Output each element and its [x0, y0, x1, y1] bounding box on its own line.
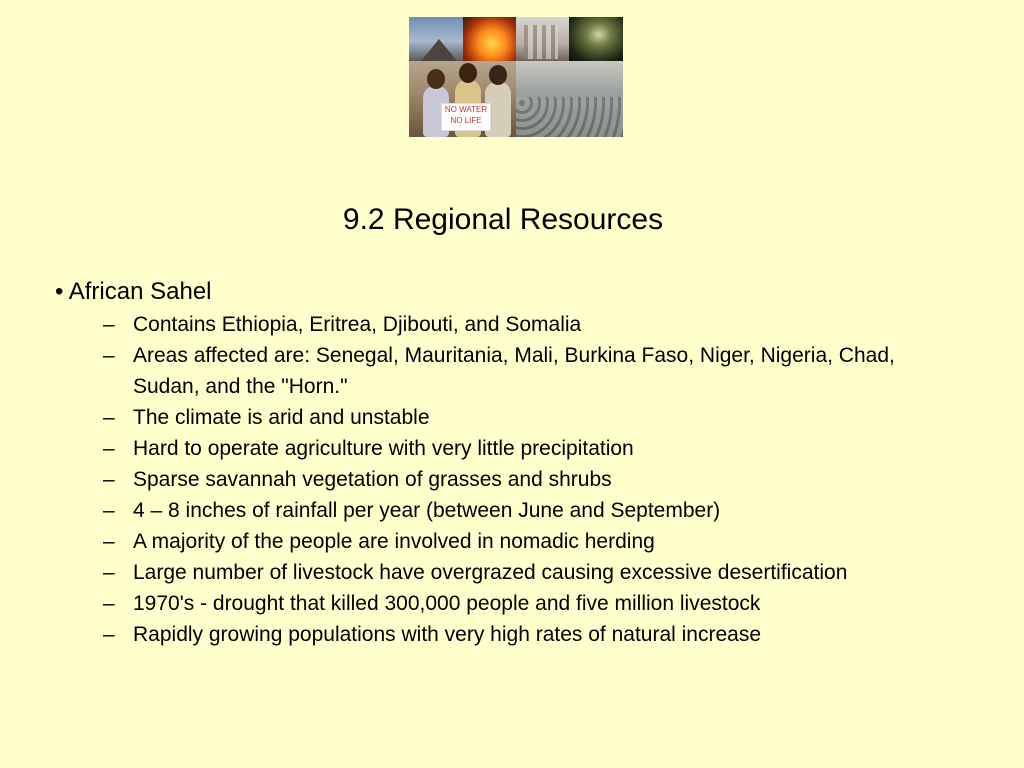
dash-marker: – [103, 406, 115, 429]
sub-point-text: 4 – 8 inches of rainfall per year (between June and September) [133, 499, 721, 522]
dash-marker: – [103, 623, 115, 646]
sign-line-1: NO WATER [444, 105, 488, 114]
sub-point-text: The climate is arid and unstable [133, 406, 430, 429]
main-bullet [55, 277, 955, 307]
sign-line-2: NO LIFE [450, 116, 482, 125]
volcano-photo [409, 17, 463, 61]
slide-content [55, 277, 955, 650]
sub-point [55, 433, 955, 464]
dash-marker: – [103, 344, 115, 367]
tornado-photo [569, 17, 623, 61]
dash-marker: – [103, 561, 115, 584]
sub-point-text: Large number of livestock have overgrazed causing excessive desertification [133, 561, 848, 584]
crowd-photo [516, 61, 623, 137]
sub-point-text: Hard to operate agriculture with very little precipitation [133, 437, 634, 460]
dash-marker: – [103, 313, 115, 336]
sub-point-text: Contains Ethiopia, Eritrea, Djibouti, and Somalia [133, 313, 582, 336]
sub-point [55, 340, 955, 402]
dash-marker: – [103, 437, 115, 460]
dash-marker: – [103, 530, 115, 553]
sub-point [55, 526, 955, 557]
sub-point-text: 1970's - drought that killed 300,000 people and five million livestock [133, 592, 761, 615]
sub-point [55, 464, 955, 495]
sub-point [55, 495, 955, 526]
sub-point [55, 619, 955, 650]
wildfire-photo [463, 17, 516, 61]
slide-title: 9.2 Regional Resources [342, 203, 664, 236]
children-with-sign-photo [409, 61, 516, 137]
sub-point-list [55, 309, 955, 650]
main-bullet-label: African Sahel [68, 278, 212, 305]
sub-point [55, 402, 955, 433]
collapsed-building-photo [516, 17, 569, 61]
dash-marker: – [103, 592, 115, 615]
sub-point-text: A majority of the people are involved in nomadic herding [133, 530, 655, 553]
dash-marker: – [103, 468, 115, 491]
sub-point [55, 588, 955, 619]
no-water-sign [441, 103, 491, 131]
sub-point [55, 557, 955, 588]
sub-point [55, 309, 955, 340]
dash-marker: – [103, 499, 115, 522]
header-photo-collage [409, 17, 623, 137]
bullet-marker: • [55, 278, 64, 305]
sub-point-text: Rapidly growing populations with very high rates of natural increase [133, 623, 762, 646]
sub-point-text: Sparse savannah vegetation of grasses and shrubs [133, 468, 612, 491]
sub-point-text: Areas affected are: Senegal, Mauritania, Mali, Burkina Faso, Niger, Nigeria, Chad, Sudan, and the "Horn." [133, 344, 895, 398]
